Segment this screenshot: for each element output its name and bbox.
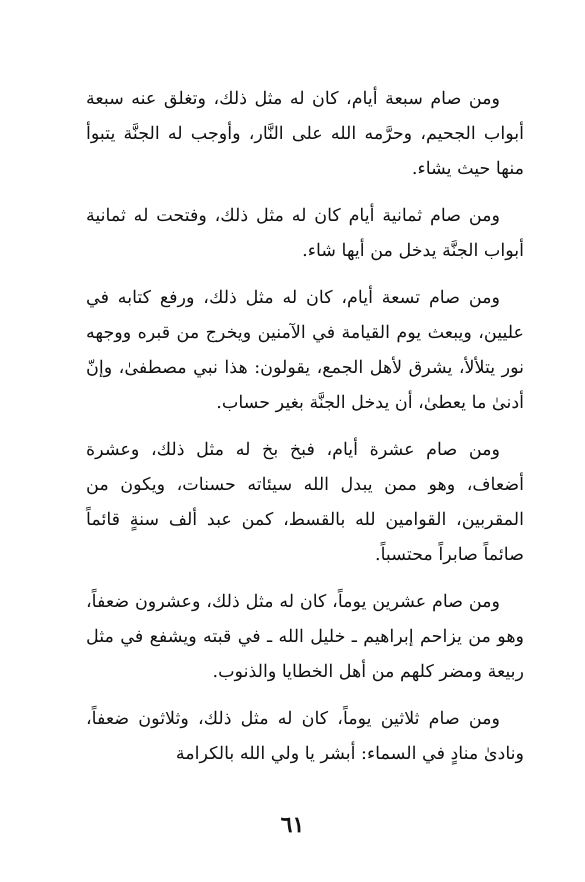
paragraph-ten-days: ومن صام عشرة أيام، فبخ بخ له مثل ذلك، وعشرة أضعاف، وهو ممن يبدل الله سيئاته حسنات، ويكون من المقربين، القوامين لله بالقسط، كمن عبد ألف سنةٍ قائماً صائماً صابراً محتسباً.	[86, 440, 524, 565]
page-number: ٦١	[280, 812, 305, 838]
paragraph-thirty-days: ومن صام ثلاثين يوماً، كان له مثل ذلك، وثلاثون ضعفاً، ونادىٰ منادٍ في السماء: أبشر يا ولي الله بالكرامة	[86, 709, 524, 764]
paragraph-seven-days: ومن صام سبعة أيام، كان له مثل ذلك، وتغلق عنه سبعة أبواب الجحيم، وحرَّمه الله على النَّار، وأوجب له الجنَّة يتبوأ منها حيث يشاء.	[86, 89, 524, 179]
paragraph-eight-days: ومن صام ثمانية أيام كان له مثل ذلك، وفتحت له ثمانية أبواب الجنَّة يدخل من أيها شاء.	[86, 206, 524, 261]
paragraph-nine-days: ومن صام تسعة أيام، كان له مثل ذلك، ورفع كتابه في عليين، ويبعث يوم القيامة في الآمنين ويخرج من قبره ووجهه نور يتلألأ، يشرق لأهل الجمع، يقولون: هذا نبي مصطفىٰ، وإنّ أدنىٰ ما يعطىٰ، أن يدخل الجنَّة بغير حساب.	[86, 288, 524, 413]
page-body	[86, 82, 524, 772]
paragraph-twenty-days: ومن صام عشرين يوماً، كان له مثل ذلك، وعشرون ضعفاً، وهو من يزاحم إبراهيم ـ خليل الله ـ في قبته ويشفع في مثل ربيعة ومضر كلهم من أهل الخطايا والذنوب.	[86, 592, 524, 682]
